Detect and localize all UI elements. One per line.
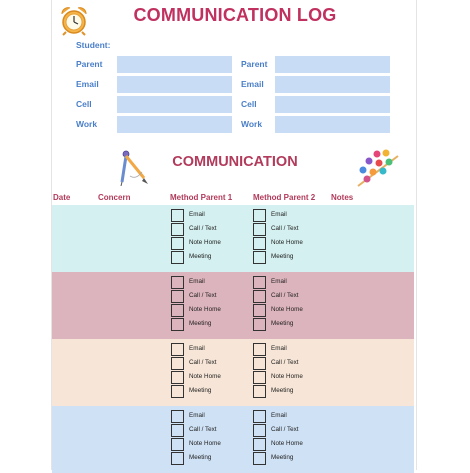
left-email-label: Email [76, 79, 99, 89]
method-checkbox[interactable] [171, 371, 184, 384]
method-checkbox[interactable] [171, 237, 184, 250]
method-option [253, 251, 333, 264]
method-option [171, 410, 251, 423]
right-cell-field[interactable] [275, 96, 390, 113]
method-option [171, 371, 251, 384]
paint-palette-icon [355, 148, 401, 188]
method-label: Call / Text [271, 292, 299, 299]
method-checkbox[interactable] [171, 304, 184, 317]
method-label: Note Home [189, 373, 221, 380]
method-label: Note Home [271, 239, 303, 246]
method-label: Email [271, 278, 287, 285]
method-checkbox[interactable] [253, 223, 266, 236]
method-checkbox[interactable] [171, 223, 184, 236]
method-checkbox[interactable] [171, 410, 184, 423]
method-checkbox[interactable] [171, 209, 184, 222]
method-option [171, 343, 251, 356]
right-work-label: Work [241, 119, 263, 129]
method-label: Meeting [189, 253, 212, 260]
method-option [253, 385, 333, 398]
method-checkbox[interactable] [171, 276, 184, 289]
method-checkbox[interactable] [171, 424, 184, 437]
method-option [253, 357, 333, 370]
left-cell-label: Cell [76, 99, 92, 109]
table-row [52, 339, 414, 406]
method-option [253, 438, 333, 451]
method-checkbox[interactable] [253, 276, 266, 289]
method-checkbox[interactable] [253, 290, 266, 303]
method-label: Call / Text [271, 225, 299, 232]
method-option [253, 209, 333, 222]
method-option [253, 371, 333, 384]
method-checkbox[interactable] [253, 357, 266, 370]
method-checkbox[interactable] [171, 318, 184, 331]
method-checkbox[interactable] [253, 424, 266, 437]
method-option [253, 237, 333, 250]
method-option [253, 290, 333, 303]
method-label: Note Home [271, 373, 303, 380]
left-cell-field[interactable] [117, 96, 232, 113]
left-work-field[interactable] [117, 116, 232, 133]
method-checkbox[interactable] [253, 452, 266, 465]
method-option [171, 290, 251, 303]
method-option [171, 452, 251, 465]
method-option [171, 357, 251, 370]
student-label: Student: [76, 40, 111, 50]
method-label: Meeting [271, 253, 294, 260]
method-option [253, 276, 333, 289]
method-label: Meeting [189, 387, 212, 394]
method-option [171, 304, 251, 317]
method-option [171, 209, 251, 222]
table-row [52, 406, 414, 473]
method-option [171, 424, 251, 437]
method-checkbox[interactable] [171, 343, 184, 356]
method-checkbox[interactable] [253, 251, 266, 264]
method-label: Note Home [189, 306, 221, 313]
method-checkbox[interactable] [253, 371, 266, 384]
table-row [52, 272, 414, 339]
method-checkbox[interactable] [253, 385, 266, 398]
table-row [52, 205, 414, 272]
method-option [253, 343, 333, 356]
method-label: Email [271, 211, 287, 218]
column-header-method-parent-2: Method Parent 2 [253, 193, 316, 202]
method-checkbox[interactable] [171, 290, 184, 303]
method-checkbox[interactable] [171, 251, 184, 264]
left-email-field[interactable] [117, 76, 232, 93]
method-label: Meeting [189, 320, 212, 327]
method-label: Note Home [271, 440, 303, 447]
method-option [171, 385, 251, 398]
section-title: COMMUNICATION [172, 154, 298, 170]
method-checkbox[interactable] [253, 209, 266, 222]
method-option [171, 276, 251, 289]
method-label: Note Home [189, 440, 221, 447]
method-label: Call / Text [189, 426, 217, 433]
method-label: Call / Text [271, 426, 299, 433]
method-checkbox[interactable] [253, 438, 266, 451]
right-email-field[interactable] [275, 76, 390, 93]
method-label: Email [271, 345, 287, 352]
method-checkbox[interactable] [253, 410, 266, 423]
method-checkbox[interactable] [171, 438, 184, 451]
method-checkbox[interactable] [253, 237, 266, 250]
right-parent-field[interactable] [275, 56, 390, 73]
method-option [253, 223, 333, 236]
method-label: Note Home [271, 306, 303, 313]
left-parent-label: Parent [76, 59, 103, 69]
page-title: COMMUNICATION LOG [133, 5, 337, 25]
method-label: Email [189, 211, 205, 218]
method-option [171, 318, 251, 331]
right-cell-label: Cell [241, 99, 257, 109]
method-checkbox[interactable] [253, 304, 266, 317]
method-option [171, 251, 251, 264]
left-work-label: Work [76, 119, 98, 129]
method-option [171, 237, 251, 250]
method-label: Meeting [271, 454, 294, 461]
column-header-notes: Notes [331, 193, 354, 202]
method-label: Call / Text [271, 359, 299, 366]
method-option [253, 424, 333, 437]
method-option [253, 318, 333, 331]
method-label: Call / Text [189, 359, 217, 366]
method-checkbox[interactable] [253, 318, 266, 331]
left-parent-field[interactable] [117, 56, 232, 73]
method-label: Email [189, 412, 205, 419]
method-label: Email [189, 278, 205, 285]
method-label: Note Home [189, 239, 221, 246]
method-label: Meeting [189, 454, 212, 461]
method-checkbox[interactable] [171, 357, 184, 370]
column-header-method-parent-1: Method Parent 1 [170, 193, 233, 202]
method-option [253, 410, 333, 423]
method-label: Call / Text [189, 225, 217, 232]
method-label: Meeting [271, 387, 294, 394]
method-option [253, 304, 333, 317]
method-checkbox[interactable] [253, 343, 266, 356]
method-checkbox[interactable] [171, 385, 184, 398]
right-work-field[interactable] [275, 116, 390, 133]
method-option [253, 452, 333, 465]
column-header-concern: Concern [98, 193, 131, 202]
right-parent-label: Parent [241, 59, 268, 69]
method-label: Meeting [271, 320, 294, 327]
method-option [171, 438, 251, 451]
right-email-label: Email [241, 79, 264, 89]
method-label: Email [271, 412, 287, 419]
method-label: Email [189, 345, 205, 352]
method-label: Call / Text [189, 292, 217, 299]
column-header-date: Date [53, 193, 71, 202]
method-option [171, 223, 251, 236]
method-checkbox[interactable] [171, 452, 184, 465]
